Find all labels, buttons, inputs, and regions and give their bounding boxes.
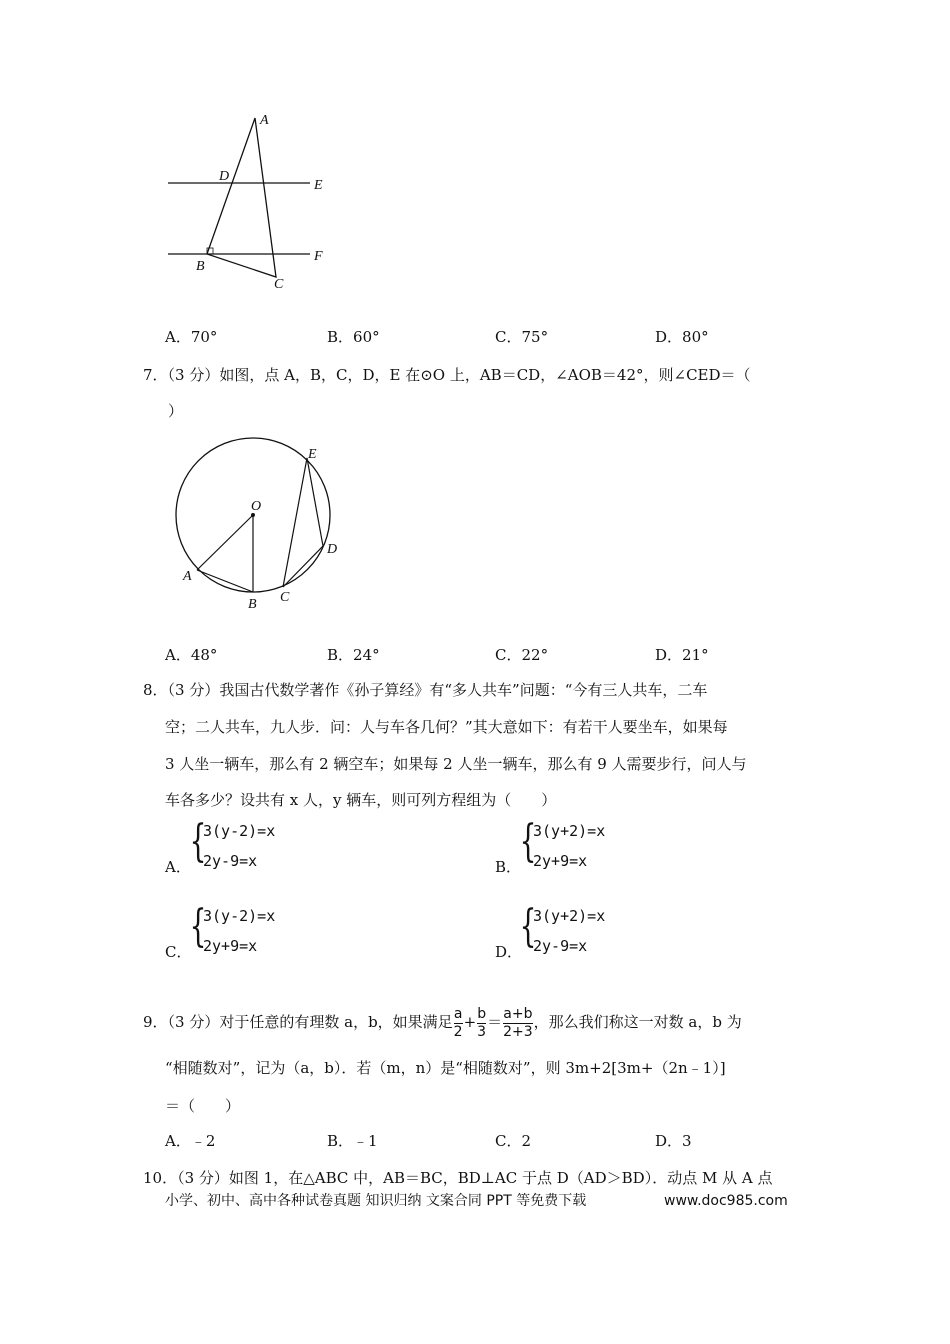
fraction-b-3: $\frac{b}{3}$ [477,1005,487,1040]
fraction-a-2: $\frac{a}{2}$ [453,1005,463,1040]
q9-option-b[interactable]: B．﹣1 [327,1132,378,1150]
q9-option-c[interactable]: C．2 [495,1132,532,1150]
q8-line-4: 车各多少？设共有 x 人，y 辆车，则可列方程组为（ ） [165,791,557,809]
q9-option-a[interactable]: A．﹣2 [165,1132,216,1150]
document-page: A D E B F C A．70° B．60° C．75° D．80° 7．（3 分）如图，点 A，B，C，D，E 在⊙O 上，AB＝CD，∠AOB＝42°，则∠CED＝（ ） E O D A B C A．48° B．24° C．22° D．21° 8．（3 分）我国古代数学著作《孙子算经》有“多人共车”问题：“今有三人共车，二车 空；二人共车，九人步．问：人与车各几何？”其大意如下：有若干人要坐车，如果每 3 人坐一辆车，那么有 2 辆空车；如果每 2 人坐一辆车，那么有 9 人需要步行，问人与 车各多少？设共有 x 人，y 辆车，则可列方程组为（ ） A． { 3(y-2)=x 2y-9=x B． { 3(y+2)=x 2y+9=x C． { 3(y-2)=x 2y+9=x D． { 3(y+2)=x 2y-9=x 9．（3 分）对于任意的有理数 a，b，如果满足 $\frac{a}{2}$ + $\frac{b}{3}$ ＝ $\frac{a+b}{2+3}$ ，那么我们称这一对数 a，b 为 “相随数对”，记为（a，b）．若（m，n）是“相随数对”，则 3m+2[3m+（2n﹣1）] ＝（ ） A．﹣2 B．﹣1 C．2 D．3 10．（3 分）如图 1，在△ABC 中，AB＝BC，BD⊥AC 于点 D（AD＞BD）．动点 M 从 A 点 小学、初中、高中各种试卷真题 知识归纳 文案合同 PPT 等免费下载 www.doc985.com [0,0,950,1344]
q8-line-3: 3 人坐一辆车，那么有 2 辆空车；如果每 2 人坐一辆车，那么有 9 人需要步行，问人与 [165,755,747,773]
svg-text:C: C [280,590,290,605]
q6-option-b[interactable]: B．60° [327,328,380,346]
svg-text:E: E [314,178,323,193]
svg-text:D: D [219,169,230,184]
q7-option-a[interactable]: A．48° [165,646,218,664]
svg-text:A: A [260,113,269,128]
q9-line-1: 9．（3 分）对于任意的有理数 a，b，如果满足 $\frac{a}{2}$ + $\frac{b}{3}$ ＝ $\frac{a+b}{2+3}$ ，那么我们称这一对数 a，b 为 [143,1005,742,1040]
q7-text: 7．（3 分）如图，点 A，B，C，D，E 在⊙O 上，AB＝CD，∠AOB＝42°，则∠CED＝（ [143,366,751,384]
q6-option-d[interactable]: D．80° [655,328,709,346]
q6-option-c[interactable]: C．75° [495,328,549,346]
q7-option-b[interactable]: B．24° [327,646,380,664]
svg-text:O: O [251,499,262,514]
svg-text:C: C [274,277,284,292]
footer-url[interactable]: www.doc985.com [664,1193,788,1209]
q8-line-2: 空；二人共车，九人步．问：人与车各几何？”其大意如下：有若干人要坐车，如果每 [165,718,728,736]
q6-option-a[interactable]: A．70° [165,328,218,346]
q10-line-1: 10．（3 分）如图 1，在△ABC 中，AB＝BC，BD⊥AC 于点 D（AD＞BD）．动点 M 从 A 点 [143,1169,773,1187]
triangle-parallel-lines-figure [160,105,340,295]
footer-text: 小学、初中、高中各种试卷真题 知识归纳 文案合同 PPT 等免费下载 [165,1193,587,1209]
q9-line-2: “相随数对”，记为（a，b）．若（m，n）是“相随数对”，则 3m+2[3m+（2n﹣1）] [165,1059,726,1077]
svg-text:F: F [314,249,323,264]
fraction-sum: $\frac{a+b}{2+3}$ [503,1005,533,1040]
q8-line-1: 8．（3 分）我国古代数学著作《孙子算经》有“多人共车”问题：“今有三人共车，二车 [143,681,708,699]
svg-text:D: D [327,542,338,557]
circle-figure [165,435,355,615]
q9-line-3: ＝（ ） [165,1097,241,1115]
svg-text:B: B [248,597,257,612]
q7-option-d[interactable]: D．21° [655,646,709,664]
q9-option-d[interactable]: D．3 [655,1132,692,1150]
q7-text-cont: ） [168,402,184,420]
svg-text:E: E [308,447,317,462]
svg-text:A: A [183,569,192,584]
q7-option-c[interactable]: C．22° [495,646,549,664]
svg-text:B: B [196,259,205,274]
